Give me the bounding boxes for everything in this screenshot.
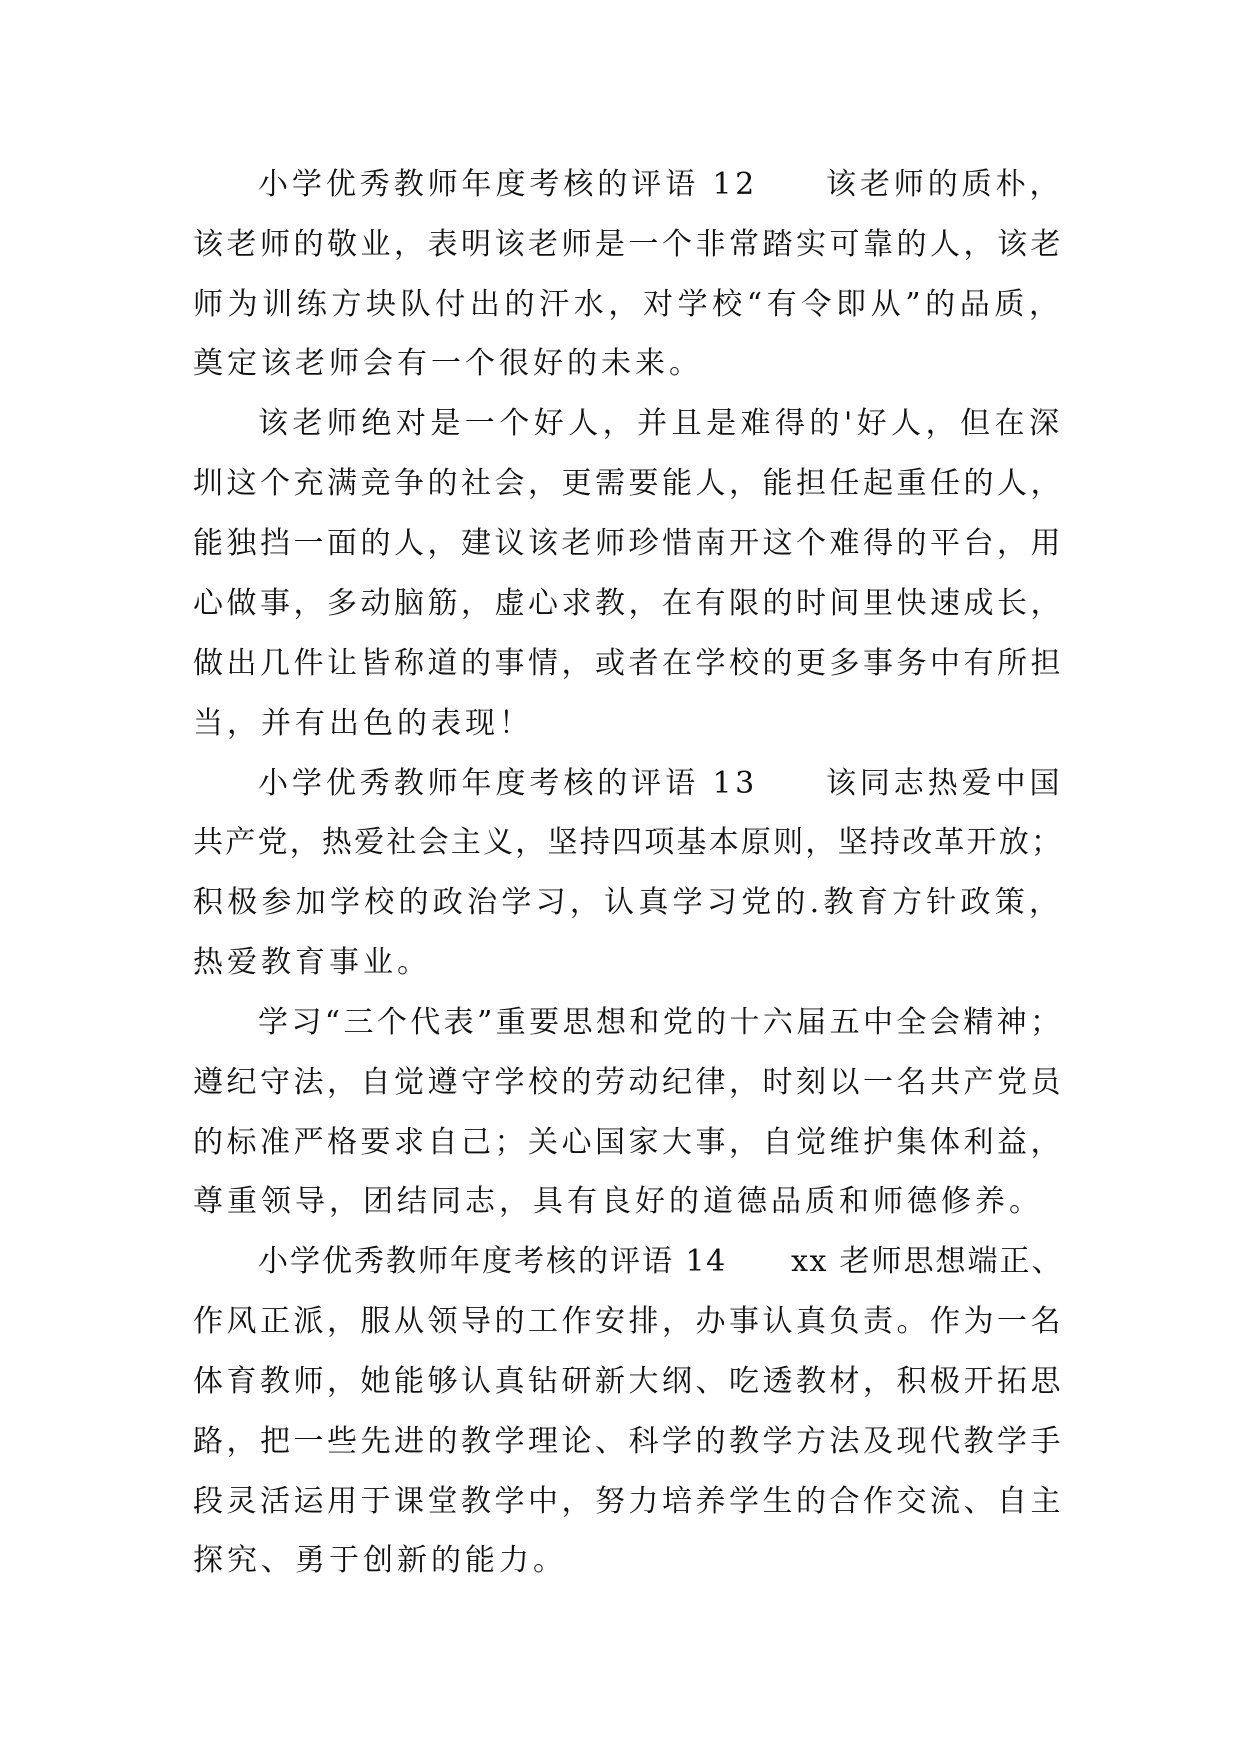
text-line: 心做事，多动脑筋，虚心求教，在有限的时间里快速成长， xyxy=(193,586,1064,621)
text-line: 尊重领导，团结同志，具有良好的道德品质和师德修养。 xyxy=(193,1184,1043,1219)
text-line: 小学优秀教师年度考核的评语 12 该老师的质朴， xyxy=(258,167,1063,202)
text-line: 的标准严格要求自己；关心国家大事，自觉维护集体利益， xyxy=(193,1125,1064,1160)
text-line: 学习“三个代表”重要思想和党的十六届五中全会精神； xyxy=(258,1005,1063,1040)
text-line: 热爱教育事业。 xyxy=(193,945,431,980)
text-line: 路，把一些先进的教学理论、科学的教学方法及现代教学手 xyxy=(193,1424,1064,1459)
text-line: 体育教师，她能够认真钻研新大纲、吃透教材，积极开拓思 xyxy=(193,1364,1064,1399)
text-line: 共产党，热爱社会主义，坚持四项基本原则，坚持改革开放； xyxy=(193,825,1063,860)
text-line: 遵纪守法，自觉遵守学校的劳动纪律，时刻以一名共产党员 xyxy=(193,1065,1064,1100)
text-line: 奠定该老师会有一个很好的未来。 xyxy=(193,346,703,381)
text-line: 段灵活运用于课堂教学中，努力培养学生的合作交流、自主 xyxy=(193,1484,1064,1519)
text-line: 该老师绝对是一个好人，并且是难得的'好人，但在深 xyxy=(258,406,1063,441)
text-line: 圳这个充满竞争的社会，更需要能人，能担任起重任的人， xyxy=(193,466,1064,501)
text-line: 师为训练方块队付出的汗水，对学校“有令即从”的品质， xyxy=(193,287,1063,322)
text-line: 积极参加学校的政治学习，认真学习党的.教育方针政策， xyxy=(193,885,1063,920)
text-line: 小学优秀教师年度考核的评语 13 该同志热爱中国 xyxy=(258,766,1063,801)
text-line: 探究、勇于创新的能力。 xyxy=(193,1543,567,1578)
text-line: 该老师的敬业，表明该老师是一个非常踏实可靠的人，该老 xyxy=(193,227,1064,262)
text-line: 作风正派，服从领导的工作安排，办事认真负责。作为一名 xyxy=(193,1304,1064,1339)
text-line: 能独挡一面的人，建议该老师珍惜南开这个难得的平台，用 xyxy=(193,526,1064,561)
text-line: 当，并有出色的表现！ xyxy=(193,706,533,741)
text-line: 做出几件让皆称道的事情，或者在学校的更多事务中有所担 xyxy=(193,646,1064,681)
text-line: 小学优秀教师年度考核的评语 14 xx 老师思想端正、 xyxy=(258,1244,1063,1279)
